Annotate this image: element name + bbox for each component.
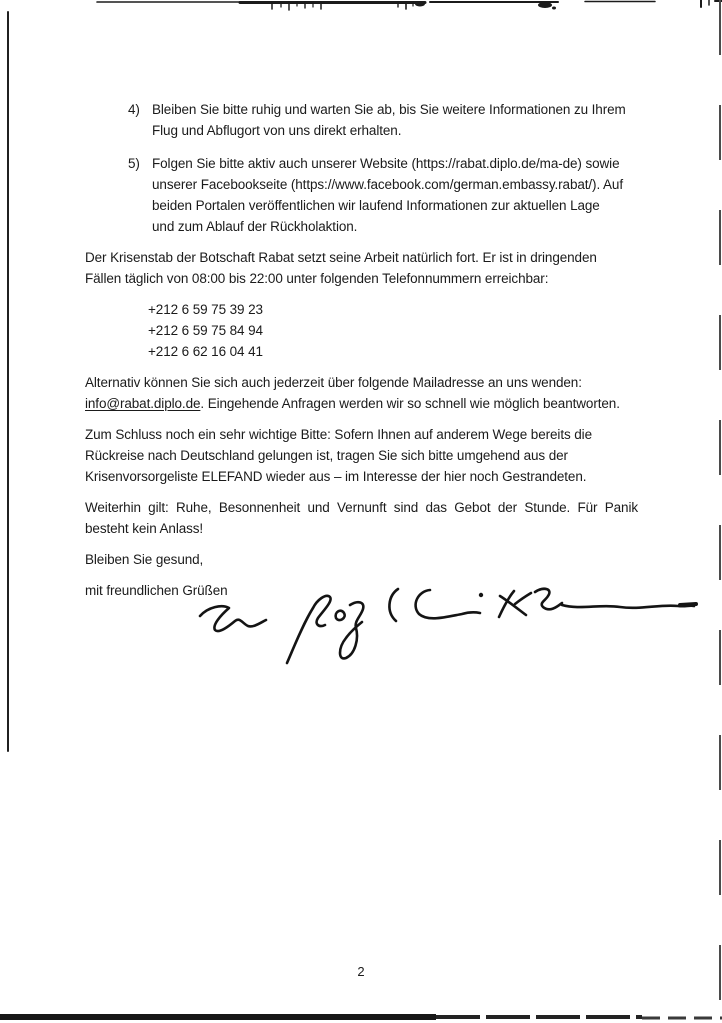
text-line: und zum Ablauf der Rückholaktion. — [152, 219, 358, 234]
instruction-list — [85, 99, 638, 237]
phone-number: +212 6 62 16 04 41 — [148, 344, 263, 359]
text-line: unserer Facebookseite (https://www.facebook.com/german.embassy.rabat/). Auf — [152, 177, 623, 192]
text-line: Der Krisenstab der Botschaft Rabat setzt seine Arbeit natürlich fort. Er ist in dringenden — [85, 250, 597, 265]
phone-number-list — [148, 299, 638, 362]
list-item-5-text — [152, 153, 638, 237]
text-line: Rückreise nach Deutschland gelungen ist, tragen Sie sich bitte umgehend aus der — [85, 448, 568, 463]
text-line: beiden Portalen veröffentlichen wir laufend Informationen zur aktuellen Lage — [152, 198, 600, 213]
text-line: Bleiben Sie gesund, — [85, 552, 204, 567]
text-line: Bleiben Sie bitte ruhig und warten Sie ab, bis Sie weitere Informationen zu Ihrem — [152, 102, 626, 117]
text-line: Flug und Abflugort von uns direkt erhalten. — [152, 123, 402, 138]
text-after-email: . Eingehende Anfragen werden wir so schnell wie möglich beantworten. — [200, 396, 620, 411]
list-item-4 — [128, 99, 638, 141]
page-number: 2 — [357, 964, 365, 979]
closing-stay-healthy — [85, 549, 638, 570]
scan-artifact-right-edge — [719, 0, 721, 1012]
text-line: Fällen täglich von 08:00 bis 22:00 unter folgenden Telefonnummern erreichbar: — [85, 271, 549, 286]
paragraph-zum-schluss — [85, 424, 638, 487]
email-link[interactable]: info@rabat.diplo.de — [85, 396, 201, 411]
text-line: Folgen Sie bitte aktiv auch unserer Website (https://rabat.diplo.de/ma-de) sowie — [152, 156, 620, 171]
text-line: Alternativ können Sie sich auch jederzeit über folgende Mailadresse an uns wenden: — [85, 375, 582, 390]
paragraph-alternativ — [85, 372, 638, 414]
letter-body — [85, 99, 638, 611]
scan-artifact-bottom — [0, 1013, 722, 1023]
text-line: besteht kein Anlass! — [85, 521, 204, 536]
handwritten-signature — [186, 577, 710, 669]
paragraph-krisenstab — [85, 247, 638, 289]
list-item-5 — [128, 153, 638, 237]
scan-artifact-top — [0, 0, 722, 14]
scan-artifact-left-edge — [7, 11, 9, 752]
phone-number: +212 6 59 75 39 23 — [148, 302, 263, 317]
text-line: Weiterhin gilt: Ruhe, Besonnenheit und Vernunft sind das Gebot der Stunde. Für Panik — [85, 500, 638, 515]
text-line: Zum Schluss noch ein sehr wichtige Bitte: Sofern Ihnen auf anderem Wege bereits die — [85, 427, 592, 442]
list-item-4-text — [152, 99, 638, 141]
text-line: Krisenvorsorgeliste ELEFAND wieder aus – im Interesse der hier noch Gestrandeten. — [85, 469, 587, 484]
text-line: mit freundlichen Grüßen — [85, 583, 228, 598]
text-line — [85, 393, 638, 414]
list-item-5-marker: 5) — [128, 156, 140, 171]
paragraph-weiterhin — [85, 497, 638, 539]
phone-number: +212 6 59 75 84 94 — [148, 323, 263, 338]
list-item-4-marker: 4) — [128, 102, 140, 117]
